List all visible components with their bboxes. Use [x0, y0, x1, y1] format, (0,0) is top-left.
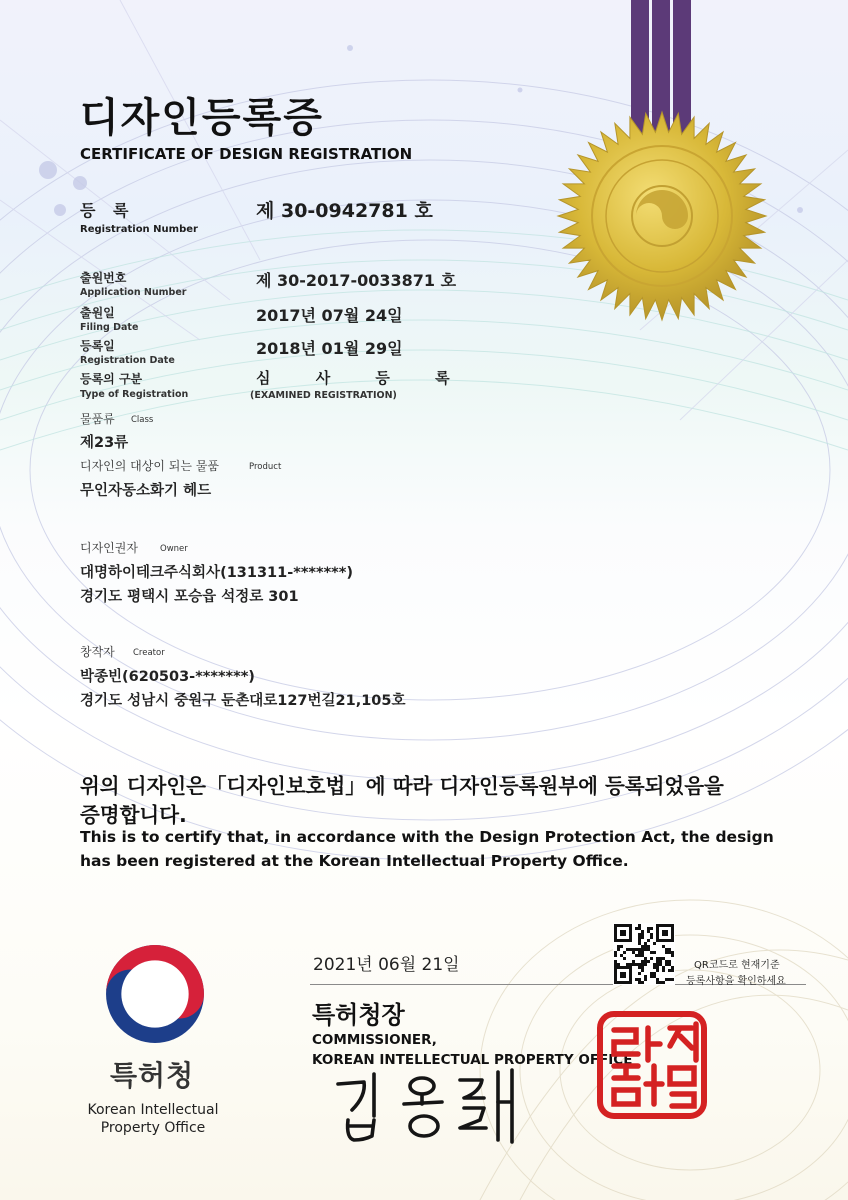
kipo-emblem-icon	[104, 943, 206, 1045]
owner-name: 대명하이테크주식회사(131311-*******)	[80, 565, 353, 581]
qr-code[interactable]	[613, 923, 675, 985]
filing-date: 2017년 07월 24일	[256, 306, 403, 325]
registration-type: 심 사 등 록	[256, 369, 470, 387]
certification-statement-en: This is to certify that, in accordance with the Design Protection Act, the design	[80, 828, 774, 846]
creator-name: 박종빈(620503-*******)	[80, 669, 255, 685]
qr-note: QR코드로 현재기준	[694, 960, 780, 971]
application-number: 제 30-2017-0033871 호	[256, 271, 457, 290]
commissioner-title-en: COMMISSIONER,	[312, 1032, 437, 1048]
commissioner-office-en: KOREAN INTELLECTUAL PROPERTY OFFICE	[312, 1052, 633, 1068]
application-number-label-en: Application Number	[80, 287, 187, 298]
official-seal-icon	[596, 1010, 708, 1120]
creator-address: 경기도 성남시 중원구 둔촌대로127번길21,105호	[80, 693, 406, 709]
handwritten-signature	[330, 1066, 530, 1146]
commissioner-title: 특허청장	[312, 1001, 405, 1029]
registration-date: 2018년 01월 29일	[256, 339, 403, 358]
class-label-en: Class	[131, 415, 154, 425]
product-label: 디자인의 대상이 되는 물품	[80, 459, 219, 473]
class-value: 제23류	[80, 435, 129, 451]
product-value: 무인자동소화기 헤드	[80, 483, 212, 499]
registration-type-label: 등록의 구분	[80, 372, 143, 386]
filing-date-label-en: Filing Date	[80, 322, 139, 333]
filing-date-label: 출원일	[80, 306, 115, 320]
gold-seal-icon	[556, 110, 768, 322]
certification-statement-ko-cont: 증명합니다.	[80, 803, 187, 827]
registration-label-en: Registration Number	[80, 224, 198, 235]
registration-date-label: 등록일	[80, 339, 115, 353]
class-label: 물품류	[80, 412, 115, 426]
agency-name-en: Korean Intellectual	[87, 1102, 219, 1118]
certificate-title: 디자인등록증	[80, 95, 324, 141]
registration-label: 등 록	[80, 201, 135, 220]
registration-type-en: (EXAMINED REGISTRATION)	[250, 390, 397, 401]
owner-label: 디자인권자	[80, 541, 138, 555]
certification-statement-ko: 위의 디자인은「디자인보호법」에 따라 디자인등록원부에 등록되었음을	[80, 774, 724, 798]
registration-number: 제 30-0942781 호	[256, 200, 433, 222]
registration-type-label-en: Type of Registration	[80, 389, 189, 400]
creator-label: 창작자	[80, 645, 115, 659]
qr-note-cont: 등록사항을 확인하세요	[686, 976, 786, 987]
owner-address: 경기도 평택시 포승읍 석정로 301	[80, 589, 299, 605]
creator-label-en: Creator	[133, 648, 165, 658]
registration-date-label-en: Registration Date	[80, 355, 175, 366]
agency-name: 특허청	[110, 1059, 195, 1092]
product-label-en: Product	[249, 462, 282, 472]
owner-label-en: Owner	[160, 544, 188, 554]
application-number-label: 출원번호	[80, 271, 127, 285]
issue-date: 2021년 06월 21일	[313, 955, 460, 975]
agency-name-en-cont: Property Office	[100, 1120, 206, 1136]
certification-statement-en-cont: has been registered at the Korean Intellectual Property Office.	[80, 852, 629, 870]
certificate-subtitle: CERTIFICATE OF DESIGN REGISTRATION	[80, 145, 413, 163]
